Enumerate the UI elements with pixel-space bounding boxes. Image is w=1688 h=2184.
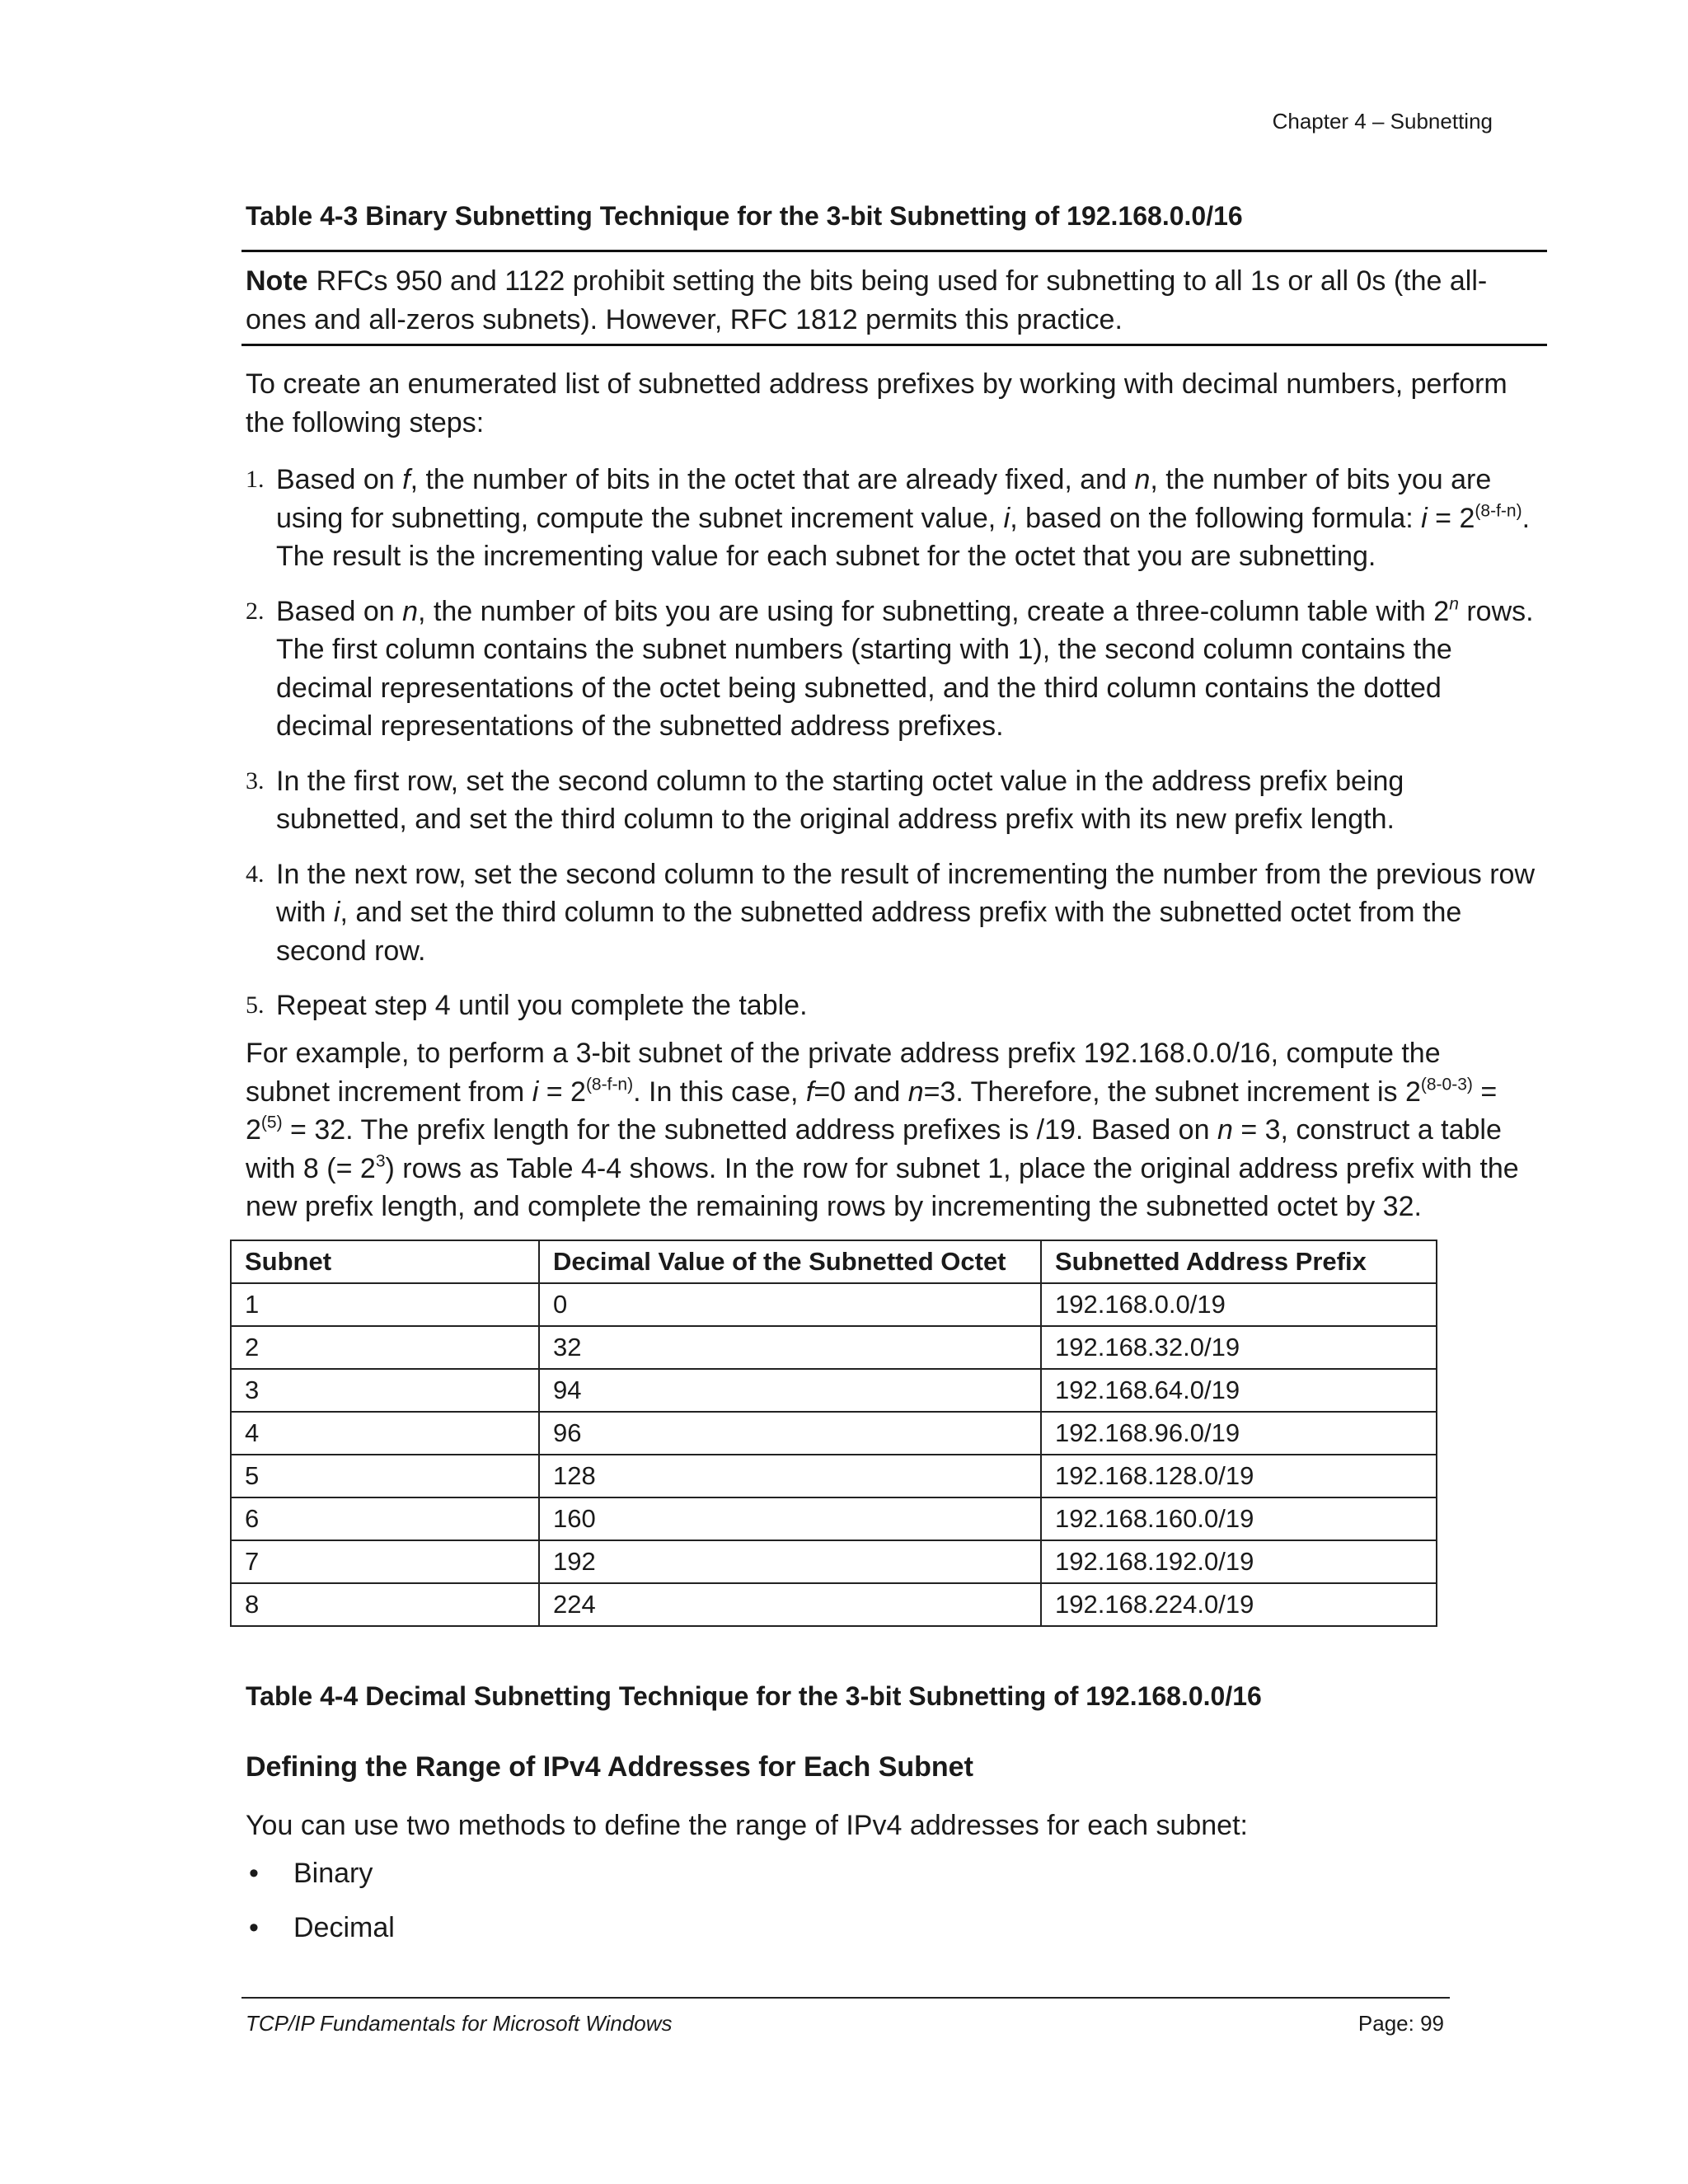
table-cell: 94 [539,1369,1041,1412]
column-header: Subnetted Address Prefix [1041,1240,1437,1283]
table-4-4-caption: Table 4-4 Decimal Subnetting Technique for the 3-bit Subnetting of 192.168.0.0/16 [246,1681,1262,1711]
bullet-icon: • [249,1912,259,1943]
table-cell: 160 [539,1497,1041,1540]
table-cell: 8 [231,1583,539,1626]
table-row [231,1497,1437,1540]
note-block [246,262,1540,340]
column-header: Decimal Value of the Subnetted Octet [539,1240,1041,1283]
table-header-row [231,1240,1437,1283]
footer-rule [241,1997,1450,1999]
step-5: 5. Repeat step 4 until you complete the table. [246,987,1540,1025]
table-cell: 1 [231,1283,539,1326]
step-number: 1. [246,466,265,493]
step-3: 3. In the first row, set the second column to the starting octet value in the address prefix being subnetted, and set the third column to the original address prefix with its new prefix length. [246,762,1540,839]
step-2: 2. Based on n, the number of bits you are using for subnetting, create a three-column table with 2$^n$ rows. The first column contains the subnet numbers (starting with 1), the second column contains the decimal representations of the octet being subnetted, and the third column contains the dotted decimal representations of the subnetted address prefixes. [246,593,1540,746]
page-number: Page: 99 [1357,2011,1444,2036]
step-4: 4. In the next row, set the second column to the result of incrementing the number from the previous row with i, and set the third column to the subnetted address prefix with the subnetted octet from the second row. [246,855,1540,971]
table-cell: 2 [231,1326,539,1369]
note-label: Note [246,265,308,297]
table-cell: 192.168.0.0/19 [1041,1283,1437,1326]
column-header: Subnet [231,1240,539,1283]
table-row [231,1326,1437,1369]
table-cell: 5 [231,1455,539,1497]
bullet-icon: • [249,1858,259,1889]
example-paragraph: For example, to perform a 3-bit subnet of the private address prefix 192.168.0.0/16, compute the subnet increment from $i = 2^{(8-f-n)}$. In this case, f=0 and n=3. Therefore, the subnet increment is $2^{(8-0-3)} = 2^{(5)} = 32$. The prefix length for the subnetted address prefixes is /19. Based on n = 3, construct a table with 8 (= $2^3$) rows as Table 4-4 shows. In the row for subnet 1, place the original address prefix with the new prefix length, and complete the remaining rows by incrementing the subnetted octet by 32. [246,1038,1519,1222]
table-row [231,1369,1437,1412]
bullet-list [246,1854,395,1963]
table-cell: 128 [539,1455,1041,1497]
steps-list [246,461,1540,1042]
list-item-label: Decimal [293,1912,395,1943]
table-cell: 7 [231,1540,539,1583]
subnet-table [230,1240,1437,1627]
table-row [231,1583,1437,1626]
table-cell: 3 [231,1369,539,1412]
table-row [231,1540,1437,1583]
step-number: 4. [246,860,265,888]
intro-paragraph: To create an enumerated list of subnetted address prefixes by working with decimal numbers, perform the following steps: [246,368,1507,438]
table-cell: 32 [539,1326,1041,1369]
table-cell: 192.168.224.0/19 [1041,1583,1437,1626]
note-text: RFCs 950 and 1122 prohibit setting the bits being used for subnetting to all 1s or all 0s (the all-ones and all-zeros subnets). However, RFC 1812 permits this practice. [246,265,1488,335]
table-row [231,1283,1437,1326]
table-cell: 192 [539,1540,1041,1583]
section-heading: Defining the Range of IPv4 Addresses for Each Subnet [246,1751,973,1783]
table-cell: 192.168.128.0/19 [1041,1455,1437,1497]
table-cell: 0 [539,1283,1041,1326]
table-cell: 4 [231,1412,539,1455]
step-number: 2. [246,597,265,625]
table-cell: 6 [231,1497,539,1540]
step-number: 3. [246,766,265,794]
step-1: 1. Based on f, the number of bits in the octet that are already fixed, and n, the number of bits you are using for subnetting, compute the subnet increment value, i, based on the following formula: $i = 2^{(8-f-n)}$. The result is the incrementing value for each subnet for the octet that you are subnetting. [246,461,1540,576]
list-item-label: Binary [293,1858,373,1889]
step-number: 5. [246,991,265,1019]
footer-title: TCP/IP Fundamentals for Microsoft Windows [246,2011,673,2036]
table-cell: 192.168.160.0/19 [1041,1497,1437,1540]
table-cell: 192.168.192.0/19 [1041,1540,1437,1583]
note-bottom-rule [241,344,1547,346]
table-4-3-caption: Table 4-3 Binary Subnetting Technique for the 3-bit Subnetting of 192.168.0.0/16 [246,201,1243,231]
table-row [231,1412,1437,1455]
running-header: Chapter 4 – Subnetting [1272,109,1493,134]
table-cell: 192.168.32.0/19 [1041,1326,1437,1369]
list-item [246,1854,395,1909]
table-cell: 224 [539,1583,1041,1626]
list-item [246,1909,395,1963]
table-cell: 192.168.96.0/19 [1041,1412,1437,1455]
section-intro: You can use two methods to define the range of IPv4 addresses for each subnet: [246,1810,1248,1841]
table-cell: 96 [539,1412,1041,1455]
table-cell: 192.168.64.0/19 [1041,1369,1437,1412]
note-top-rule [241,250,1547,252]
table-row [231,1455,1437,1497]
